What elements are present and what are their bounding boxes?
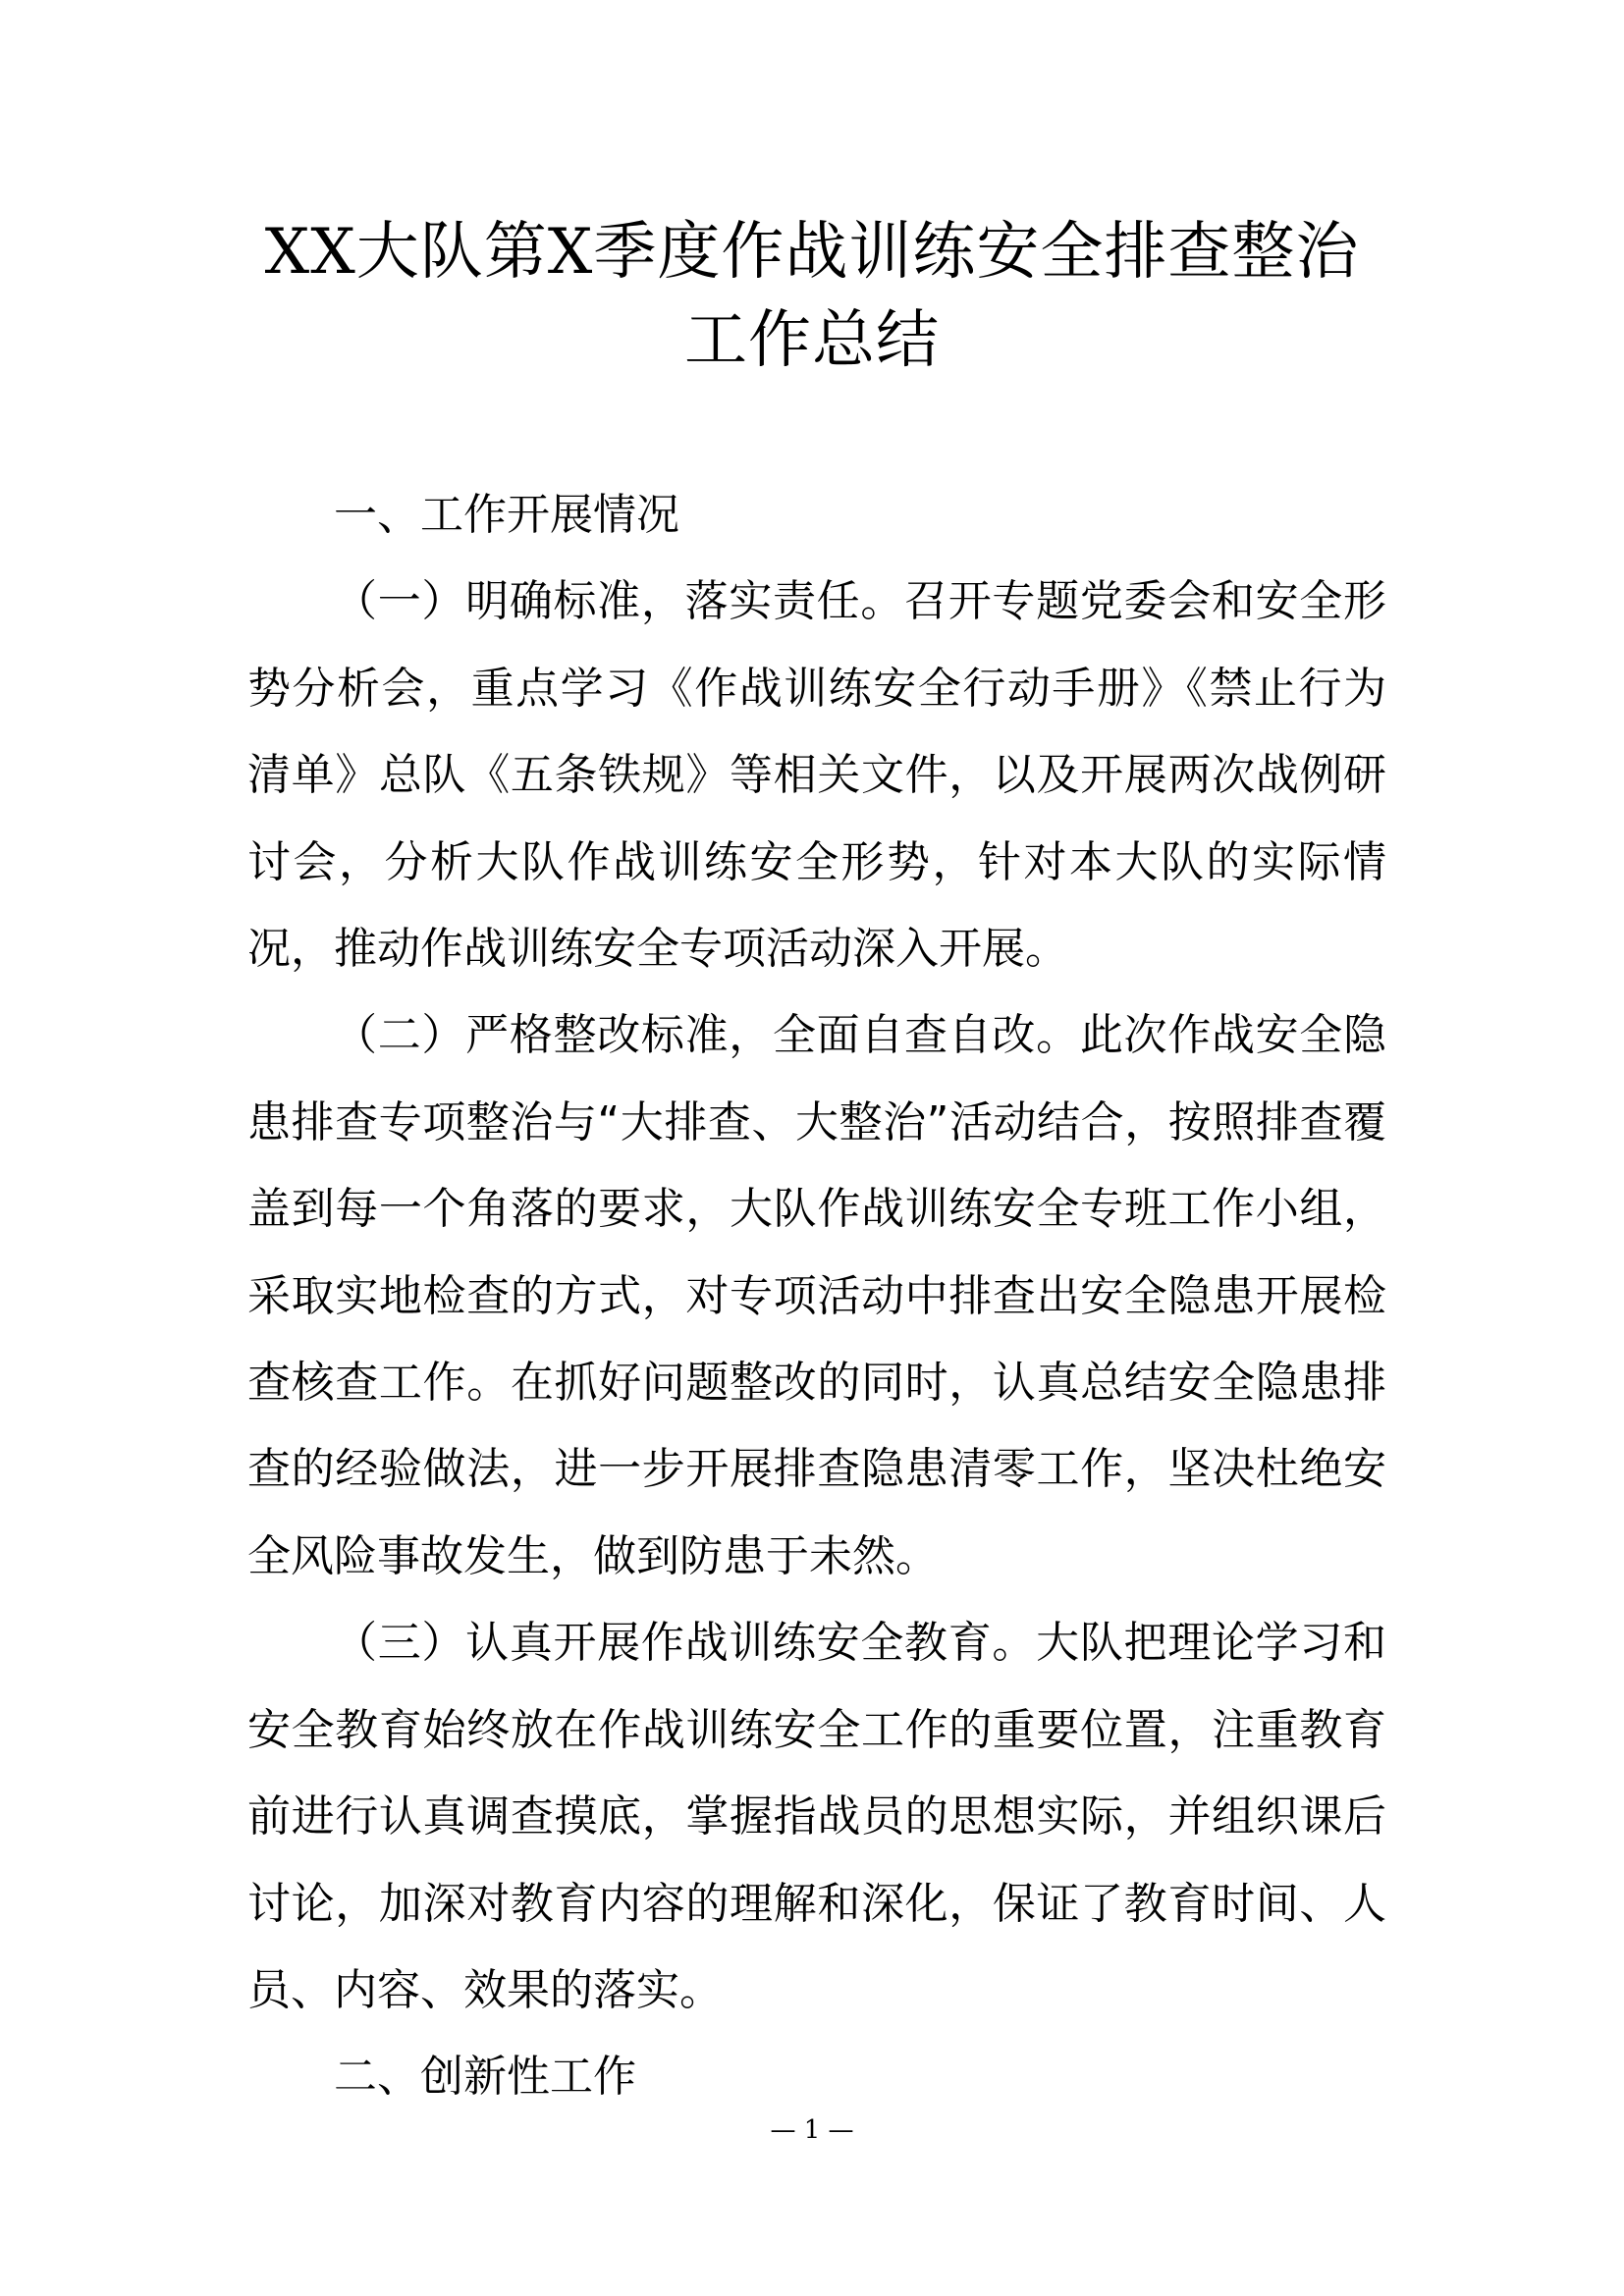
section-1-heading: 一、工作开展情况 xyxy=(334,490,679,540)
section-2-heading: 二、创新性工作 xyxy=(334,2052,636,2103)
paragraph-3: （三）认真开展作战训练安全教育。大队把理论学习和安全教育始终放在作战训练安全工作的重要位置，注重教育前进行认真调查摸底，掌握指战员的思想实际，并组织课后讨论，加深对教育内容的理解和深化，保证了教育时间、人员、内容、效果的落实。 xyxy=(247,1618,1386,2015)
page-number: — 1 — xyxy=(770,2115,854,2145)
title-line-2: 工作总结 xyxy=(684,304,940,377)
title-line-1: XX大队第X季度作战训练安全排查整治 xyxy=(264,216,1360,289)
document-title xyxy=(196,208,1428,385)
paragraph-1: （一）明确标准，落实责任。召开专题党委会和安全形势分析会，重点学习《作战训练安全行动手册》《禁止行为清单》总队《五条铁规》等相关文件，以及开展两次战例研讨会，分析大队作战训练安全形势，针对本大队的实际情况，推动作战训练安全专项活动深入开展。 xyxy=(247,576,1386,975)
paragraph-2: （二）严格整改标准，全面自查自改。此次作战安全隐患排查专项整治与“大排查、大整治”活动结合，按照排查覆盖到每一个角落的要求，大队作战训练安全专班工作小组，采取实地检查的方式，对专项活动中排查出安全隐患开展检查核查工作。在抓好问题整改的同时，认真总结安全隐患排查的经验做法，进一步开展排查隐患清零工作，坚决杜绝安全风险事故发生，做到防患于未然。 xyxy=(247,1010,1386,1581)
document-body xyxy=(247,472,1386,2121)
